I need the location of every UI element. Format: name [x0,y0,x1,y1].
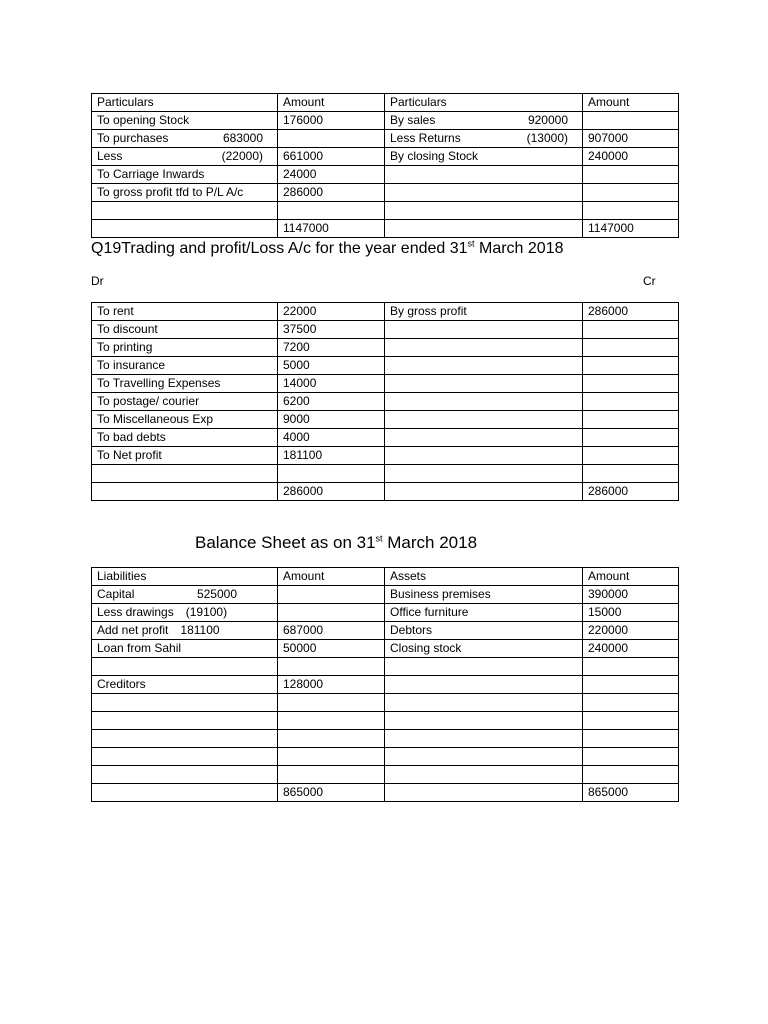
table-row [92,130,679,148]
header-amount-liab: Amount [278,568,385,586]
liability-sub-amount: (19100) [185,605,228,619]
header-particulars-dr: Particulars [92,94,278,112]
asset: Debtors [385,622,583,640]
cr-amount [583,112,679,130]
cr-particular [385,375,583,393]
pl-title-text: Q19Trading and profit/Loss A/c for the year ended 31 [91,240,468,257]
asset [385,766,583,784]
liability: Creditors [92,676,278,694]
table-row [92,339,679,357]
liability: Loan from Sahil [92,640,278,658]
dr-particular: To Miscellaneous Exp [92,411,278,429]
asset-amount [583,658,679,676]
table-row [92,184,679,202]
asset-amount [583,676,679,694]
dr-total: 1147000 [278,220,385,238]
dr-particular: To printing [92,339,278,357]
asset-amount: 15000 [583,604,679,622]
liability [92,766,278,784]
liability [92,658,278,676]
table-row [92,640,679,658]
table-row [92,393,679,411]
asset-amount: 240000 [583,640,679,658]
dr-particular [92,220,278,238]
header-amount-assets: Amount [583,568,679,586]
asset-amount: 390000 [583,586,679,604]
cr-particular [385,220,583,238]
cr-particular: By gross profit [385,303,583,321]
dr-total: 286000 [278,483,385,501]
bs-title-sup: st [375,533,383,544]
cr-amount [583,202,679,220]
cr-amount [583,339,679,357]
cr-amount [583,411,679,429]
cr-amount [583,321,679,339]
cr-particular [385,429,583,447]
liability [92,730,278,748]
asset-total: 865000 [583,784,679,802]
bs-title-date: March 2018 [382,533,478,552]
dr-label: Less [97,149,123,163]
asset [385,730,583,748]
table-row [92,429,679,447]
asset [385,676,583,694]
total-row [92,483,679,501]
cr-particular [385,184,583,202]
cr-amount: 240000 [583,148,679,166]
bs-title-text: Balance Sheet as on 31 [195,533,376,552]
profit-loss-table [91,302,679,501]
cr-particular [385,465,583,483]
table-row [92,604,679,622]
dr-amount: 9000 [278,411,385,429]
pl-title [91,240,563,258]
dr-amount [278,465,385,483]
liability [92,712,278,730]
cr-particular [385,321,583,339]
dr-amount: 6200 [278,393,385,411]
cr-particular [385,411,583,429]
cr-amount: 286000 [583,303,679,321]
liability [92,694,278,712]
cr-total: 286000 [583,483,679,501]
asset-amount [583,712,679,730]
dr-particular: To insurance [92,357,278,375]
liability-amount: 128000 [278,676,385,694]
dr-amount [278,130,385,148]
dr-particular: To Net profit [92,447,278,465]
cr-particular [385,483,583,501]
dr-amount: 181100 [278,447,385,465]
dr-amount: 661000 [278,148,385,166]
cr-particular [385,393,583,411]
table-row [92,766,679,784]
table-row [92,465,679,483]
header-liabilities: Liabilities [92,568,278,586]
asset: Office furniture [385,604,583,622]
table-row [92,321,679,339]
dr-particular [92,202,278,220]
table-row [92,166,679,184]
table-row [92,586,679,604]
dr-particular [92,465,278,483]
dr-amount: 176000 [278,112,385,130]
liability-amount [278,658,385,676]
cr-amount [583,357,679,375]
pl-title-date: March 2018 [474,240,564,257]
dr-amount: 22000 [278,303,385,321]
asset-amount [583,694,679,712]
asset-amount [583,730,679,748]
dr-particular: To Travelling Expenses [92,375,278,393]
liability-label: Less drawings [97,605,174,619]
cr-amount [583,429,679,447]
liability [92,604,278,622]
cr-particular: By closing Stock [385,148,583,166]
table-row [92,676,679,694]
dr-particular [92,130,278,148]
asset [385,658,583,676]
cr-amount [583,184,679,202]
cr-particular [385,112,583,130]
dr-particular: To gross profit tfd to P/L A/c [92,184,278,202]
table-row [92,202,679,220]
cr-particular [385,202,583,220]
cr-particular [385,166,583,184]
total-row [92,220,679,238]
liability-label: Capital [97,587,135,601]
cr-amount [583,447,679,465]
table-row [92,148,679,166]
header-amount-dr: Amount [278,94,385,112]
dr-particular [92,148,278,166]
cr-label: Less Returns [390,131,461,145]
table-row [92,748,679,766]
dr-particular: To bad debts [92,429,278,447]
liability-amount [278,766,385,784]
dr-amount: 5000 [278,357,385,375]
cr-particular [385,339,583,357]
cr-amount [583,465,679,483]
cr-amount [583,375,679,393]
liability-sub-amount: 525000 [196,587,237,601]
cr-total: 1147000 [583,220,679,238]
dr-sub-amount: (22000) [221,149,263,163]
dr-amount: 7200 [278,339,385,357]
liability-amount [278,604,385,622]
dr-amount [278,202,385,220]
asset-amount [583,748,679,766]
liability [92,586,278,604]
cr-sub-amount: (13000) [526,131,568,145]
dr-particular: To postage/ courier [92,393,278,411]
liability-amount: 687000 [278,622,385,640]
table-row [92,622,679,640]
liability-amount [278,712,385,730]
cr-amount [583,166,679,184]
liability [92,748,278,766]
header-amount-cr: Amount [583,94,679,112]
dr-particular: To discount [92,321,278,339]
liability-amount [278,748,385,766]
pl-title-sup: st [467,238,475,249]
liability-sub-amount: 181100 [180,623,220,637]
table-row [92,694,679,712]
cr-sub-amount: 920000 [527,113,568,127]
cr-particular [385,357,583,375]
asset [385,784,583,802]
total-row [92,784,679,802]
asset [385,712,583,730]
table-row [92,712,679,730]
table-header-row [92,94,679,112]
table-row [92,730,679,748]
dr-label: Dr [91,274,104,288]
asset-amount: 220000 [583,622,679,640]
cr-amount [583,393,679,411]
table-header-row [92,568,679,586]
table-row [92,303,679,321]
table-row [92,357,679,375]
asset [385,748,583,766]
liability [92,784,278,802]
cr-label: By sales [390,113,436,127]
table-row [92,375,679,393]
balance-sheet-title [195,533,477,553]
table-row [92,447,679,465]
dr-amount: 14000 [278,375,385,393]
cr-amount: 907000 [583,130,679,148]
liability-amount [278,694,385,712]
asset: Business premises [385,586,583,604]
liability-label: Add net profit [97,623,169,637]
liability-amount [278,586,385,604]
dr-particular: To opening Stock [92,112,278,130]
header-assets: Assets [385,568,583,586]
dr-amount: 4000 [278,429,385,447]
liability-amount: 50000 [278,640,385,658]
asset-amount [583,766,679,784]
cr-label: Cr [643,274,656,288]
dr-amount: 37500 [278,321,385,339]
header-particulars-cr: Particulars [385,94,583,112]
trading-account-table [91,93,679,238]
liability-total: 865000 [278,784,385,802]
asset: Closing stock [385,640,583,658]
liability [92,622,278,640]
cr-particular [385,130,583,148]
dr-amount: 24000 [278,166,385,184]
dr-sub-amount: 683000 [222,131,263,145]
dr-label: To purchases [97,131,169,145]
liability-amount [278,730,385,748]
balance-sheet-table [91,567,679,802]
table-row [92,112,679,130]
table-row [92,658,679,676]
table-row [92,411,679,429]
dr-particular: To rent [92,303,278,321]
dr-amount: 286000 [278,184,385,202]
dr-particular: To Carriage Inwards [92,166,278,184]
dr-particular [92,483,278,501]
asset [385,694,583,712]
cr-particular [385,447,583,465]
